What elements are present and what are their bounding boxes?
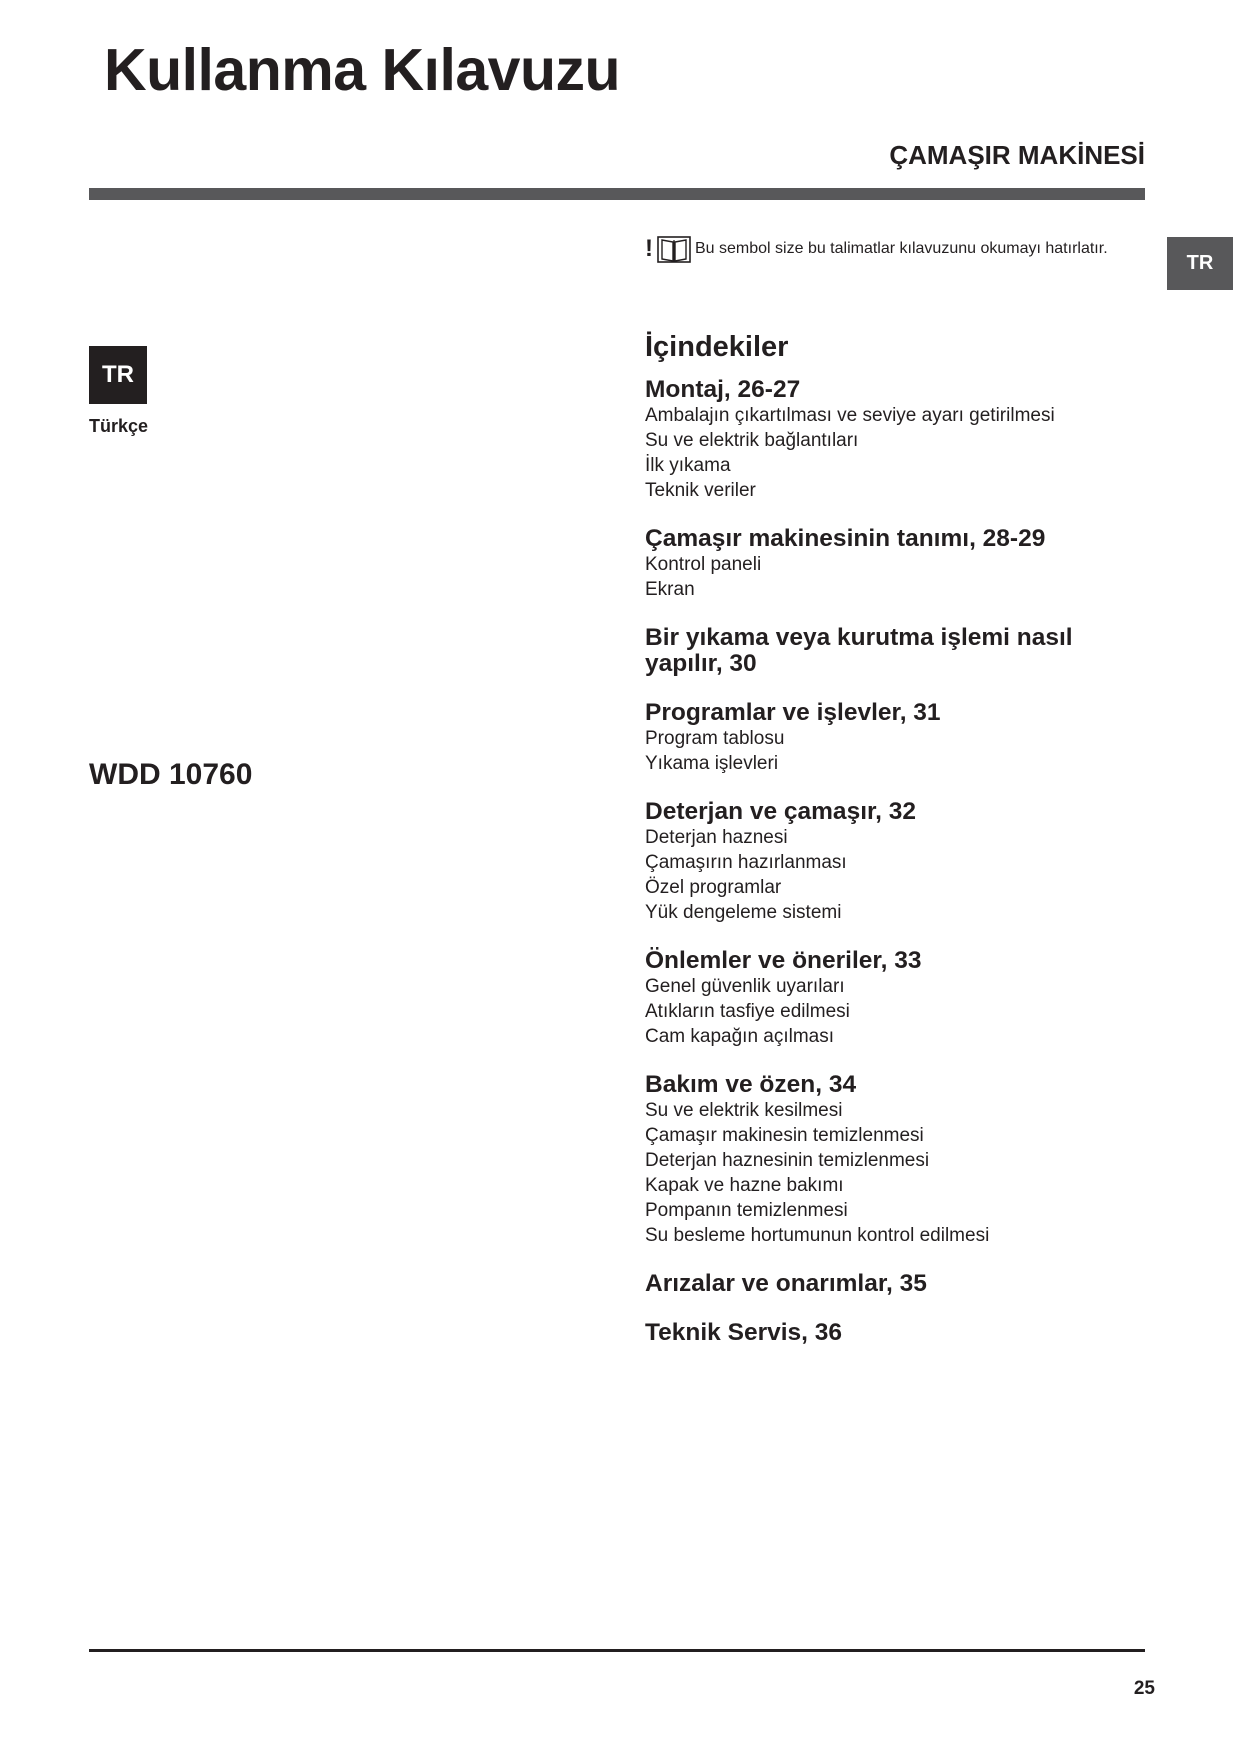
toc-heading: İçindekiler (645, 331, 789, 363)
toc-item: Genel güvenlik uyarıları (645, 975, 845, 997)
toc-item: Yıkama işlevleri (645, 752, 779, 774)
table-of-contents (645, 330, 1125, 1369)
toc-item: Teknik veriler (645, 479, 756, 501)
toc-item-list (645, 825, 1125, 925)
page-title: Kullanma Kılavuzu (104, 37, 621, 103)
toc-item: Pompanın temizlenmesi (645, 1199, 848, 1221)
toc-item: Program tablosu (645, 727, 785, 749)
toc-item: Deterjan haznesi (645, 826, 788, 848)
notice-text: Bu sembol size bu talimatlar kılavuzunu okumayı hatırlatır. (695, 240, 1108, 257)
footer-rule (89, 1649, 1145, 1652)
toc-item: Deterjan haznesinin temizlenmesi (645, 1149, 930, 1171)
toc-item: İlk yıkama (645, 454, 731, 476)
toc-item: Atıkların tasfiye edilmesi (645, 1000, 850, 1022)
toc-item: Yük dengeleme sistemi (645, 901, 842, 923)
warning-mark: ! (645, 235, 653, 262)
toc-item-list (645, 552, 1125, 602)
product-type-heading: ÇAMAŞIR MAKİNESİ (889, 140, 1145, 170)
toc-item: Ambalajın çıkartılması ve seviye ayarı getirilmesi (645, 404, 1055, 426)
toc-item-list (645, 1098, 1125, 1248)
toc-section-title: Önlemler ve öneriler, 33 (645, 946, 922, 974)
toc-section-title: Programlar ve işlevler, 31 (645, 698, 941, 726)
toc-item: Çamaşırın hazırlanması (645, 851, 847, 873)
toc-item: Kontrol paneli (645, 553, 762, 575)
read-manual-notice (645, 234, 1108, 264)
toc-section-title: Arızalar ve onarımlar, 35 (645, 1269, 927, 1297)
header-rule (89, 188, 1145, 200)
toc-item: Ekran (645, 578, 695, 600)
model-number: WDD 10760 (89, 758, 253, 791)
toc-section (645, 1271, 1125, 1297)
toc-item: Su besleme hortumunun kontrol edilmesi (645, 1224, 990, 1246)
toc-item-list (645, 974, 1125, 1049)
toc-item: Su ve elektrik bağlantıları (645, 429, 859, 451)
toc-item-list (645, 403, 1125, 503)
toc-section (645, 700, 1125, 776)
language-side-tab: TR (1167, 237, 1233, 290)
toc-section (645, 526, 1125, 602)
toc-section-title: Bakım ve özen, 34 (645, 1070, 857, 1098)
toc-section (645, 948, 1125, 1049)
toc-section (645, 1072, 1125, 1248)
toc-item: Özel programlar (645, 876, 782, 898)
toc-item: Cam kapağın açılması (645, 1025, 835, 1047)
toc-sections (645, 377, 1125, 1346)
language-badge: TR (89, 346, 147, 404)
toc-section (645, 377, 1125, 503)
toc-section-title: Bir yıkama veya kurutma işlemi nasıl yapılır, 30 (645, 623, 1073, 677)
toc-section (645, 1320, 1125, 1346)
toc-item: Kapak ve hazne bakımı (645, 1174, 844, 1196)
language-label: Türkçe (89, 416, 149, 436)
toc-section-title: Deterjan ve çamaşır, 32 (645, 797, 917, 825)
toc-section-title: Montaj, 26-27 (645, 375, 801, 403)
toc-section-title: Çamaşır makinesinin tanımı, 28-29 (645, 524, 1046, 552)
toc-section-title: Teknik Servis, 36 (645, 1318, 843, 1346)
toc-section (645, 799, 1125, 925)
toc-item: Su ve elektrik kesilmesi (645, 1099, 843, 1121)
open-book-icon (657, 234, 691, 264)
toc-item: Çamaşır makinesin temizlenmesi (645, 1124, 924, 1146)
toc-section (645, 625, 1125, 677)
toc-item-list (645, 726, 1125, 776)
page-number: 25 (1133, 1678, 1155, 1699)
